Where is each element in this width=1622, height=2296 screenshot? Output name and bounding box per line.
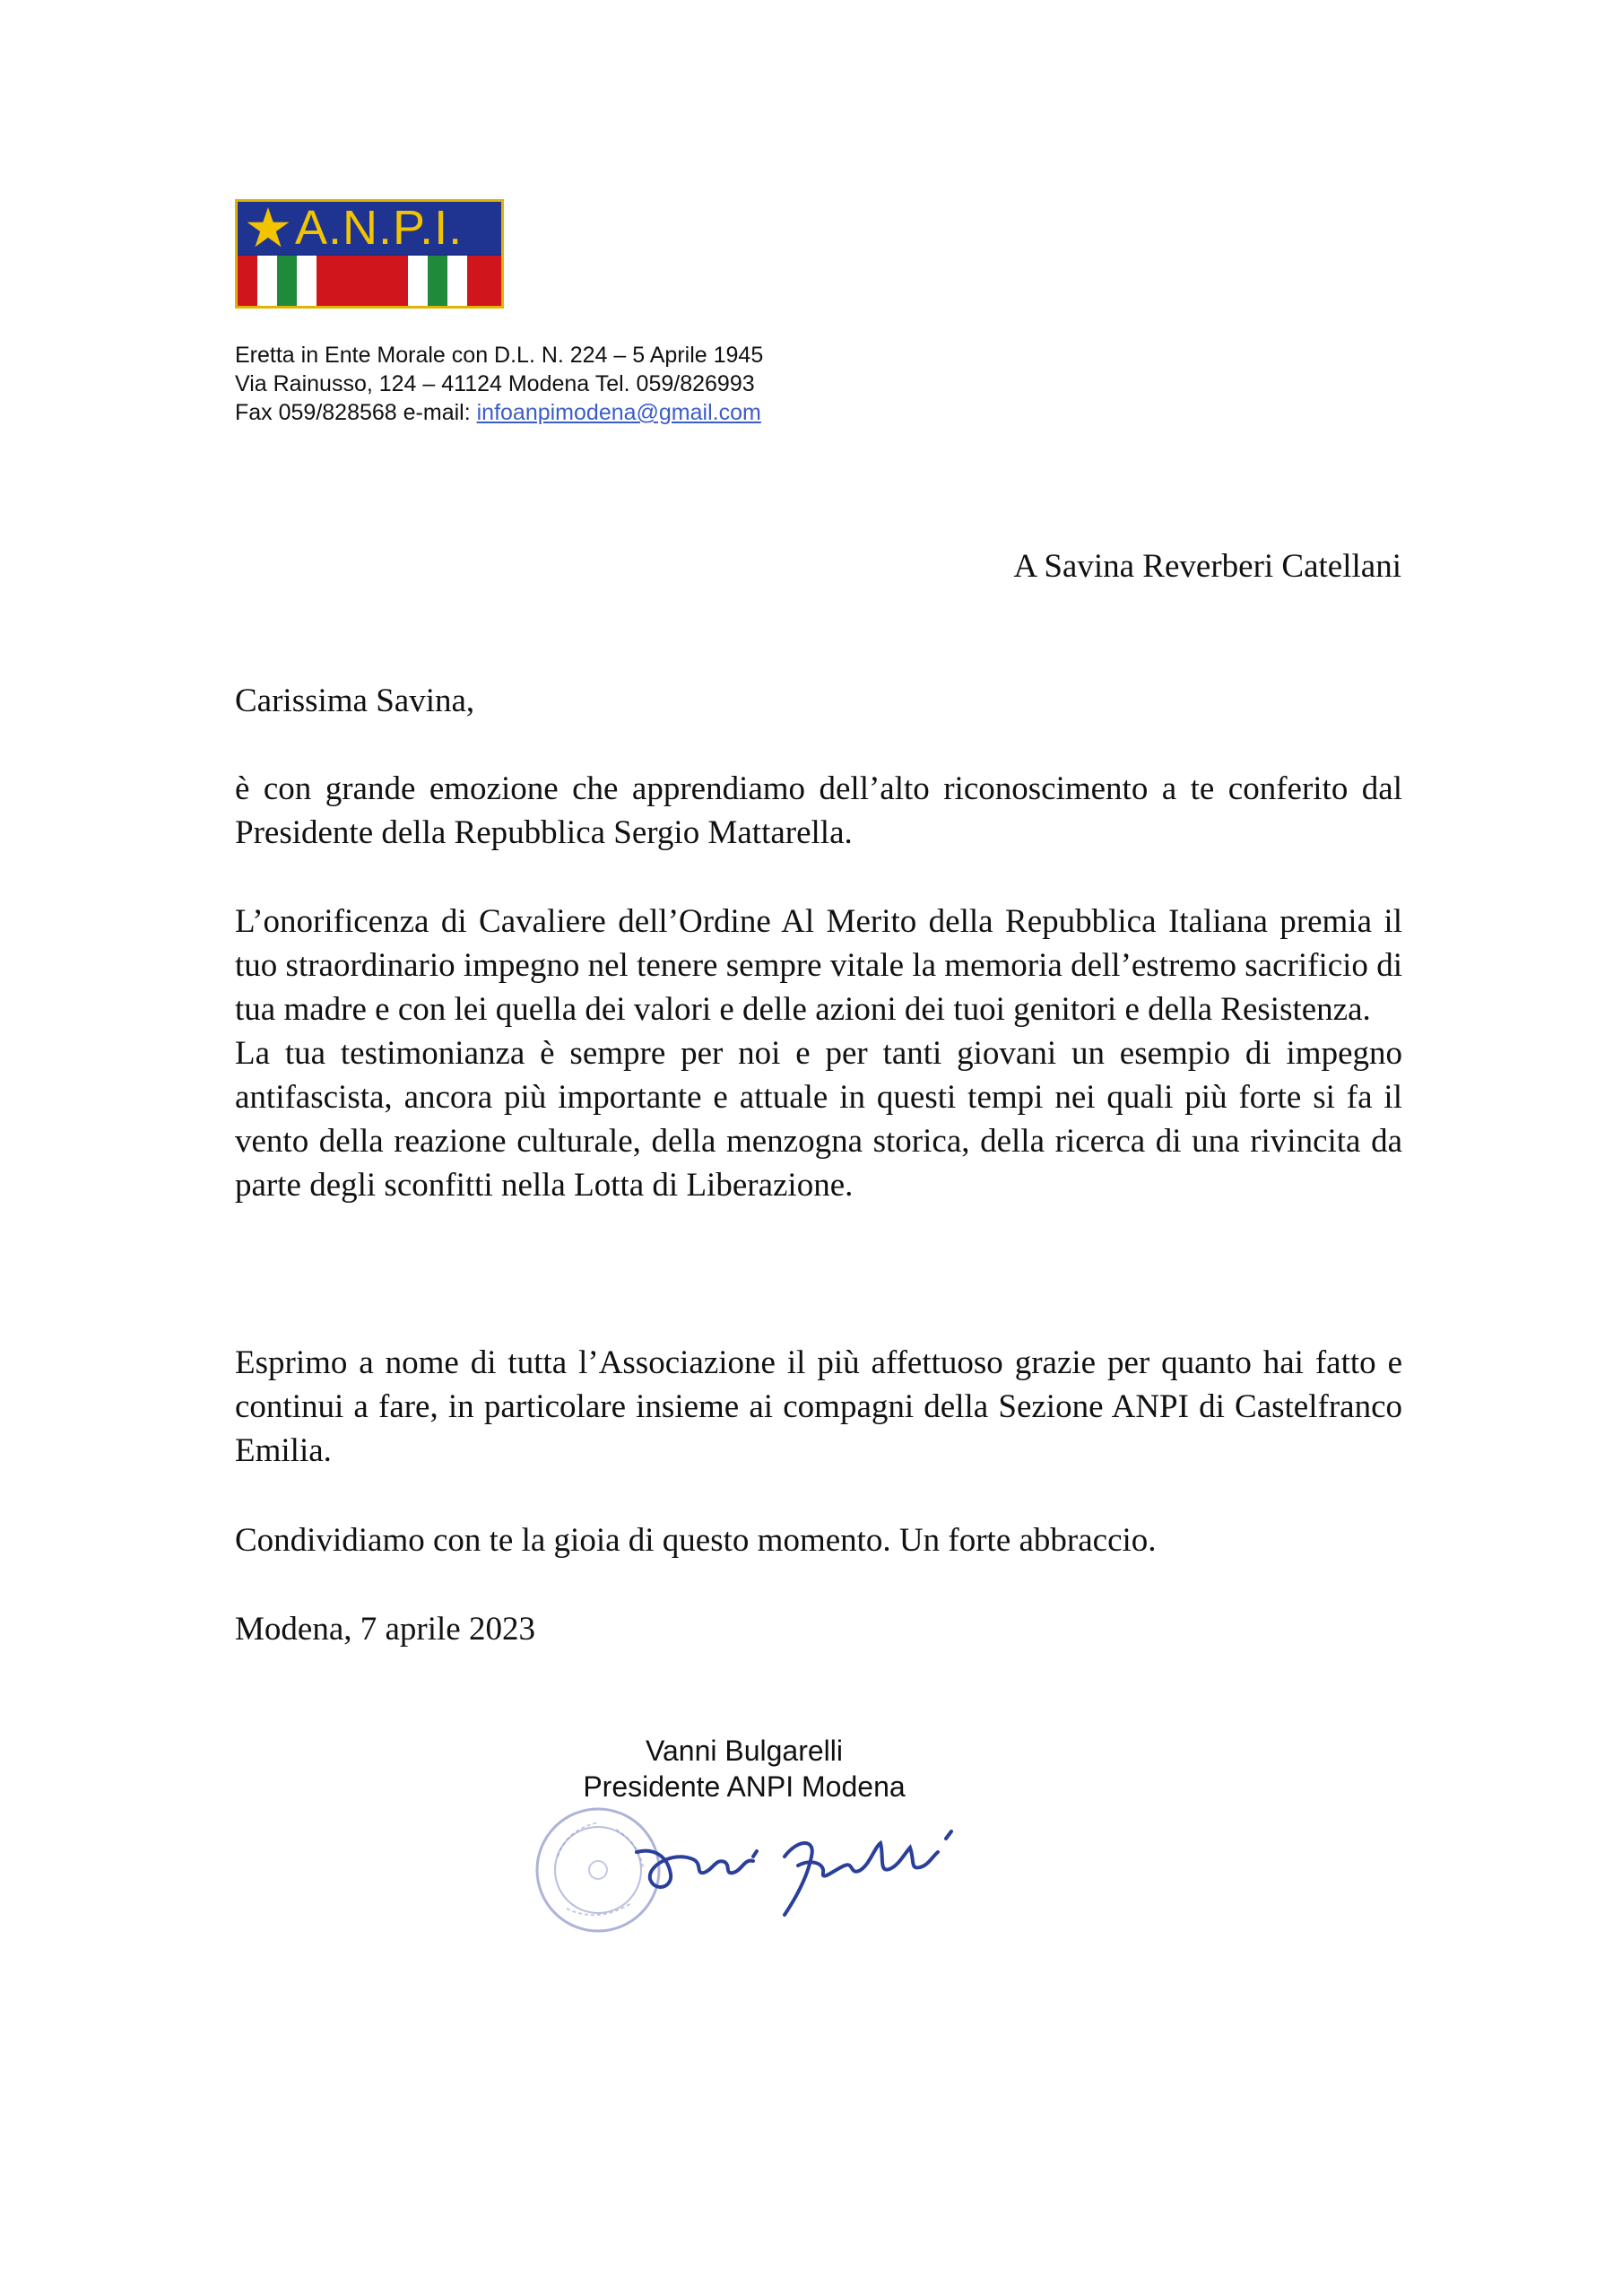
email-link[interactable]: infoanpimodena@gmail.com [476, 400, 761, 425]
paragraph-1 [235, 767, 1402, 855]
paragraph-2b-text: La tua testimonianza è sempre per noi e per tanti giovani un esempio di impegno antifascista, ancora più importante e attuale in questi tempi nei quali più forte si fa il vento della reazione culturale, della menzogna storica, della ricerca di una rivincita da parte degli sconfitti nella Lotta di Liberazione. [235, 1035, 1402, 1204]
dateline-text: Modena, 7 aprile 2023 [235, 1611, 535, 1648]
salutation-text: Carissima Savina, [235, 683, 475, 719]
logo-flag-stripes [238, 256, 501, 309]
header-line-3 [235, 398, 763, 427]
signer-title: Presidente ANPI Modena [583, 1770, 906, 1803]
paragraph-4 [235, 1518, 1402, 1562]
header-line-1: Eretta in Ente Morale con D.L. N. 224 – 5 Aprile 1945 [235, 343, 764, 368]
paragraph-2-text: L’onorificenza di Cavaliere dell’Ordine Al Merito della Repubblica Italiana premia il tuo straordinario impegno nel tenere sempre vitale la memoria dell’estremo sacrificio di tua madre e con lei quella dei valori e delle azioni dei tuoi genitori e della Resistenza. [235, 903, 1402, 1028]
anpi-logo [235, 199, 504, 309]
signer-name: Vanni Bulgarelli [646, 1735, 843, 1767]
paragraph-4-text: Condividiamo con te la gioia di questo momento. Un forte abbraccio. [235, 1522, 1157, 1559]
header-line-2: Via Rainusso, 124 – 41124 Modena Tel. 059/826993 [235, 371, 755, 396]
salutation [235, 679, 1402, 723]
paragraph-1-text: è con grande emozione che apprendiamo dell’alto riconoscimento a te conferito dal Presidente della Repubblica Sergio Mattarella. [235, 770, 1402, 851]
logo-banner [238, 202, 501, 254]
header-info [235, 341, 763, 427]
star-icon [245, 204, 291, 251]
signer-block [520, 1733, 968, 1805]
logo-text: A.N.P.I. [295, 201, 464, 255]
signature-icon [619, 1803, 977, 1928]
fax-text: Fax 059/828568 e-mail: [235, 400, 477, 425]
paragraph-3-text: Esprimo a nome di tutta l’Associazione il più affettuoso grazie per quanto hai fatto e continui a fare, in particolare insieme ai compagni della Sezione ANPI di Castelfranco Emilia. [235, 1344, 1402, 1469]
paragraph-3 [235, 1341, 1402, 1473]
recipient: A Savina Reverberi Catellani [1013, 548, 1401, 585]
dateline [235, 1607, 1402, 1651]
paragraph-2 [235, 900, 1402, 1207]
